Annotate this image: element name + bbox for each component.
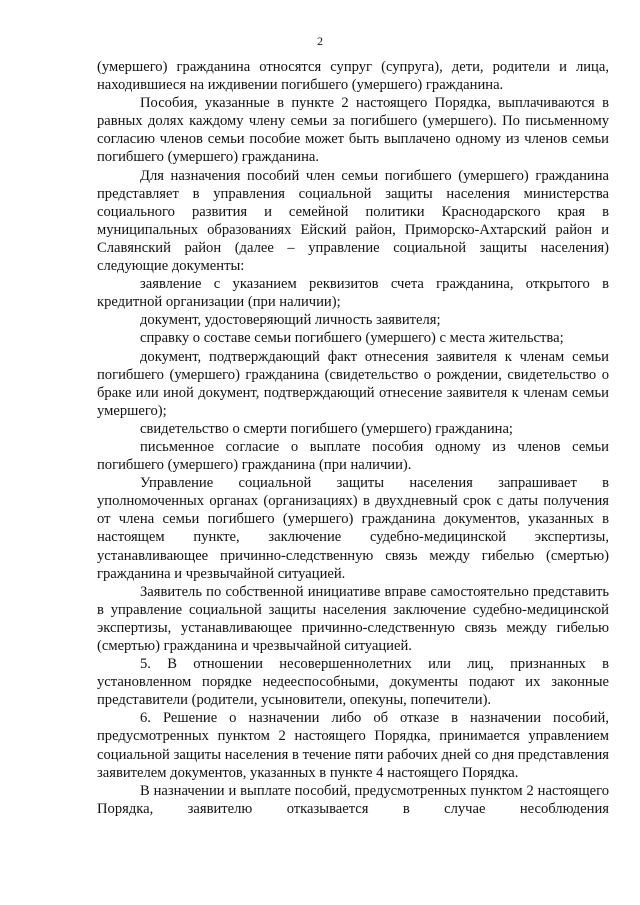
paragraph: 5. В отношении несовершеннолетних или лиц, признанных в установленном порядке недееспособными, документы подают их законные представители (родители, усыновители, опекуны, попечители). [97, 656, 609, 709]
document-body [97, 58, 609, 818]
paragraph: свидетельство о смерти погибшего (умершего) гражданина; [140, 420, 513, 437]
paragraph: В назначении и выплате пособий, предусмотренных пунктом 2 настоящего Порядка, заявителю отказывается в случае несоблюдения [97, 782, 609, 817]
paragraph: (умершего) гражданина относятся супруг (супруга), дети, родители и лица, находившиеся на иждивении погибшего (умершего) гражданина. [97, 59, 609, 94]
paragraph: Для назначения пособий член семьи погибшего (умершего) гражданина представляет в управления социальной защиты населения министерства социального развития и семейной политики Краснодарского края в муниципальных образованиях Ейский район, Приморско-Ахтарский район и Славянский район (далее – управление социальной защиты населения) следующие документы: [97, 167, 609, 275]
paragraph: письменное согласие о выплате пособия одному из членов семьи погибшего (умершего) гражданина (при наличии). [97, 438, 609, 474]
paragraph: справку о составе семьи погибшего (умершего) с места жительства; [140, 330, 564, 347]
paragraph: Пособия, указанные в пункте 2 настоящего Порядка, выплачиваются в равных долях каждому члену семьи за погибшего (умершего). По письменному согласию членов семьи пособие может быть выплачено одному из членов семьи погибшего (умершего) гражданина. [97, 95, 609, 166]
paragraph: Заявитель по собственной инициативе вправе самостоятельно представить в управление социальной защиты населения заключение судебно-медицинской экспертизы, устанавливающее причинно-следственную связь между гибелью (смертью) гражданина и чрезвычайной ситуацией. [97, 583, 609, 654]
paragraph: 6. Решение о назначении либо об отказе в назначении пособий, предусмотренных пунктом 2 настоящего Порядка, принимается управлением социальной защиты населения в течение пяти рабочих дней со дня представления заявителем документов, указанных в пункте 4 настоящего Порядка. [97, 710, 609, 781]
page-number: 2 [317, 34, 323, 48]
paragraph: документ, подтверждающий факт отнесения заявителя к членам семьи погибшего (умершего) гражданина (свидетельство о рождении, свидетельство о браке или иной документ, подтверждающий отнесение заявителя к членам семьи умершего); [97, 348, 609, 419]
paragraph: Управление социальной защиты населения запрашивает в уполномоченных органах (организациях) в двухдневный срок с даты получения от члена семьи погибшего (умершего) гражданина документов, указанных в настоящем пункте, заключение судебно-медицинской экспертизы, устанавливающее причинно-следственную связь между гибелью (смертью) гражданина и чрезвычайной ситуацией. [97, 475, 609, 582]
paragraph: документ, удостоверяющий личность заявителя; [140, 312, 441, 329]
paragraph: заявление с указанием реквизитов счета гражданина, открытого в кредитной организации (при наличии); [97, 276, 609, 311]
